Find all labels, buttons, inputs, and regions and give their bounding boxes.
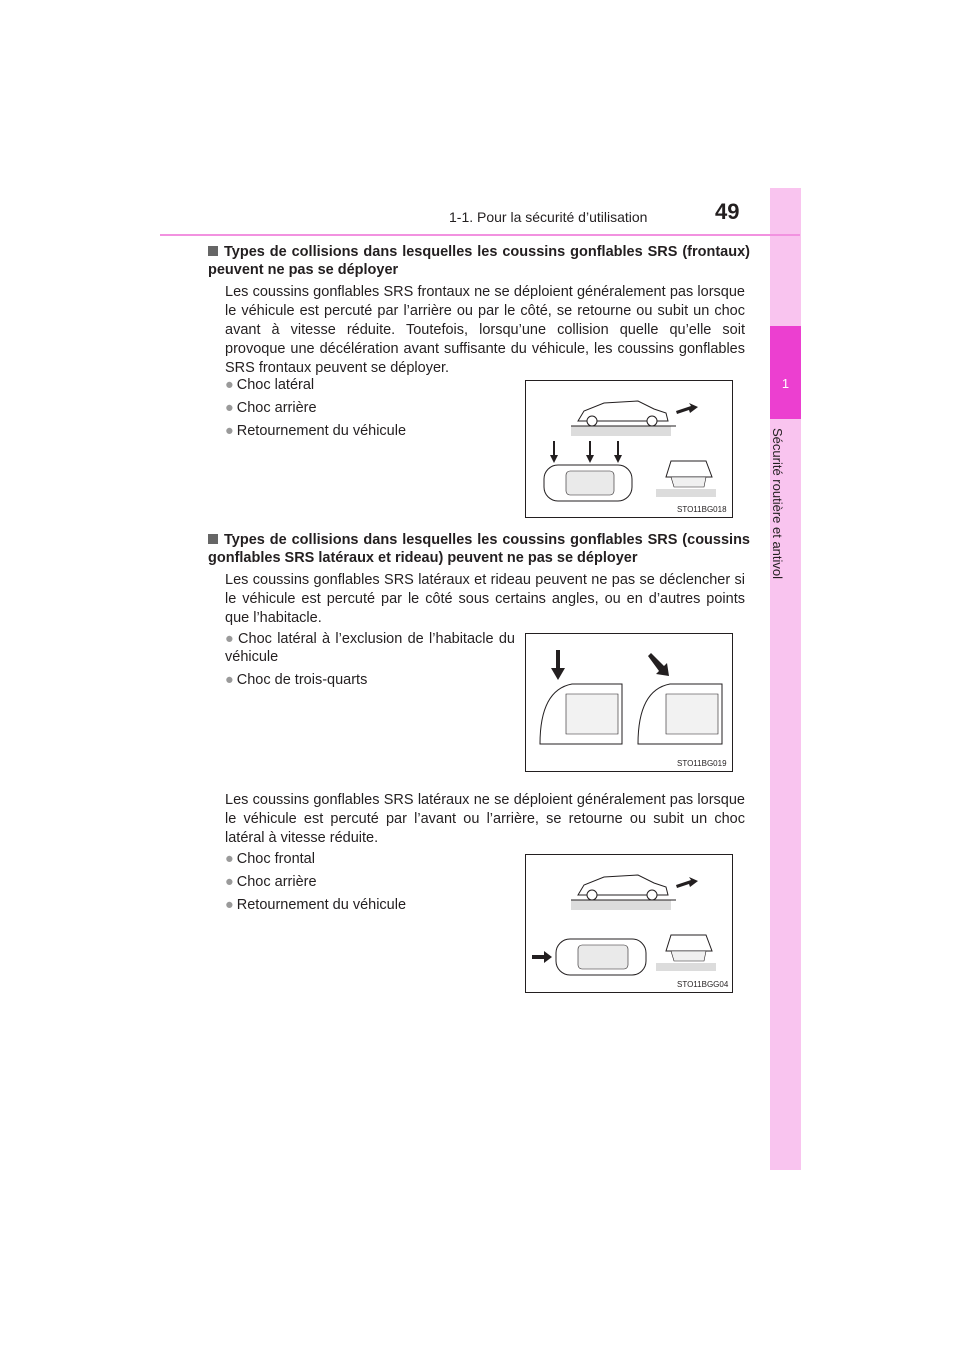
figure-side-exclusions <box>525 633 733 772</box>
bullet-icon: ● <box>225 377 234 393</box>
list-item: ● Choc arrière <box>225 400 317 416</box>
figure-side-exclusions-2 <box>525 854 733 993</box>
section1-heading: Types de collisions dans lesquelles les coussins gonflables SRS (frontaux) peuvent ne pas se déployer <box>208 244 750 278</box>
list-item: ● Choc frontal <box>225 851 315 867</box>
collision-illustration <box>526 634 732 771</box>
heading-square-icon <box>208 246 218 256</box>
header-rule <box>160 234 800 236</box>
bullet-icon: ● <box>225 897 234 913</box>
figure-code: STO11BG019 <box>677 759 727 768</box>
list-item: ● Choc latéral à l’exclusion de l’habitacle du véhicule <box>225 631 515 665</box>
page-number: 49 <box>715 199 740 224</box>
bullet-icon: ● <box>225 400 234 416</box>
section2-paragraph2: Les coussins gonflables SRS latéraux ne se déploient généralement pas lorsque le véhicule est percuté par l’avant ou l’arrière, se retourne ou subit un choc latéral à vitesse réduite. <box>225 792 745 846</box>
list-item: ● Retournement du véhicule <box>225 897 407 913</box>
side-tab-chapter-marker <box>770 326 801 419</box>
collision-illustration <box>526 381 732 517</box>
list-item: ● Choc arrière <box>225 874 317 890</box>
list-item: ● Choc de trois-quarts <box>225 672 368 688</box>
list-item: ● Retournement du véhicule <box>225 423 407 439</box>
bullet-icon: ● <box>225 631 236 647</box>
section1-paragraph: Les coussins gonflables SRS frontaux ne se déploient généralement pas lorsque le véhicule est percuté par l’arrière ou par le côté, se retourne ou subit un choc avant à vitesse réduite. Toutefois, lorsqu’une collision quelle qu’elle soit provoque une décélération avant suffisante du véhicule, les coussins gonflables SRS frontaux peuvent se déployer. <box>225 284 745 376</box>
chapter-number: 1 <box>781 376 790 391</box>
figure-code: STO11BGG04 <box>677 980 729 989</box>
section-title: 1-1. Pour la sécurité d’utilisation <box>449 209 648 225</box>
figure-frontal-exclusions <box>525 380 733 518</box>
section2-paragraph: Les coussins gonflables SRS latéraux et rideau peuvent ne pas se déclencher si le véhicule est percuté par le côté sous certains angles, ou en d’autres points que l’habitacle. <box>225 572 745 626</box>
list-item: ● Choc latéral <box>225 377 315 393</box>
section2-heading: Types de collisions dans lesquelles les coussins gonflables SRS (coussins gonflables SRS latéraux et rideau) peuvent ne pas se déployer <box>208 532 750 566</box>
chapter-label: Sécurité routière et antivol <box>770 428 785 580</box>
bullet-icon: ● <box>225 423 234 439</box>
heading-square-icon <box>208 534 218 544</box>
bullet-icon: ● <box>225 874 234 890</box>
figure-code: STO11BG018 <box>677 505 727 514</box>
bullet-icon: ● <box>225 851 234 867</box>
bullet-icon: ● <box>225 672 234 688</box>
collision-illustration <box>526 855 732 992</box>
